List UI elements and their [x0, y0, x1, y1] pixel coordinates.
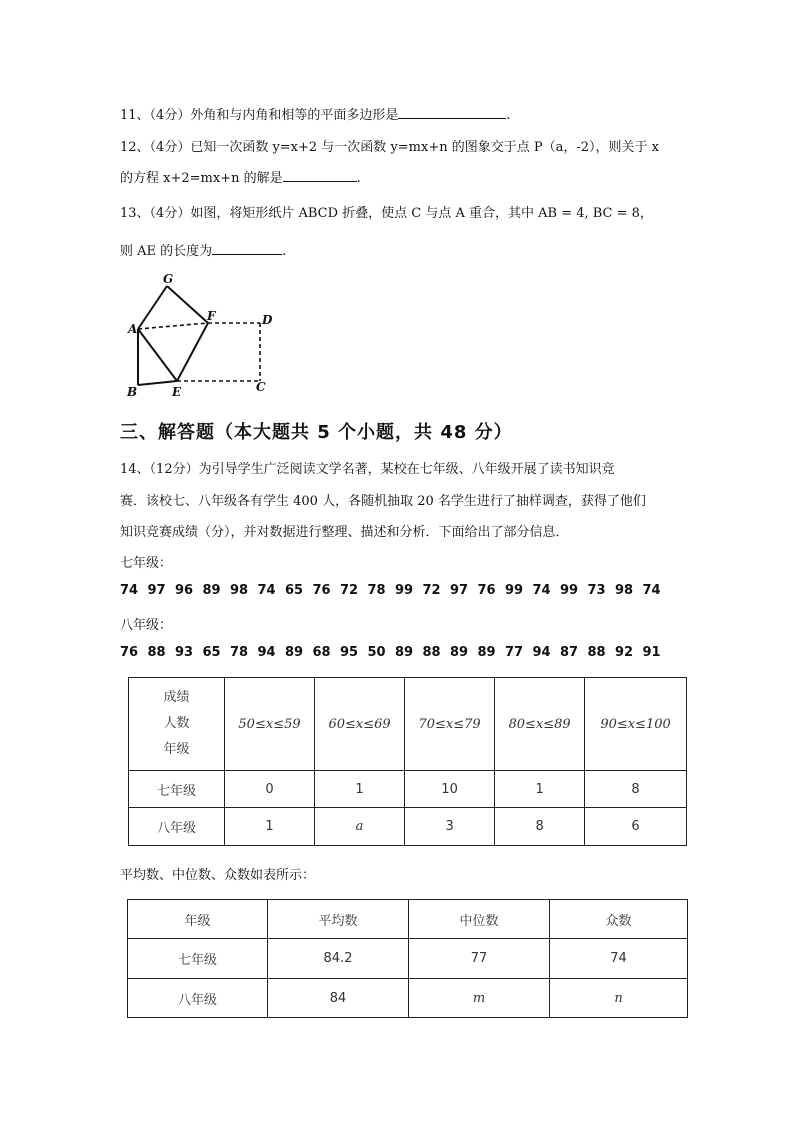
score-value: 99 — [395, 583, 414, 598]
question-12-line-2: 的方程 x+2=mx+n 的解是 . — [120, 171, 361, 186]
score-value: 92 — [615, 645, 634, 660]
question-14-line-1: 14、（12分）为引导学生广泛阅读文学名著，某校在七年级、八年级开展了读书知识竞 — [120, 462, 615, 477]
score-value: 65 — [202, 645, 221, 660]
range-header: 90≤x≤100 — [585, 678, 687, 771]
segment-fe — [177, 323, 208, 381]
statistics-table — [127, 899, 688, 1018]
table-row: 八年级 1 a 3 8 6 — [129, 808, 687, 846]
score-value: 89 — [285, 645, 304, 660]
score-value: 78 — [230, 645, 249, 660]
score-value: 99 — [560, 583, 579, 598]
score-value: 65 — [285, 583, 304, 598]
score-value: 96 — [175, 583, 194, 598]
score-value: 50 — [367, 645, 386, 660]
table-row: 七年级 84.2 77 74 — [128, 939, 688, 979]
score-value: 78 — [367, 583, 386, 598]
score-value: 74 — [120, 583, 139, 598]
score-value: 73 — [587, 583, 606, 598]
section-3-heading: 三、解答题（本大题共 5 个小题，共 48 分） — [120, 422, 513, 443]
score-value: 72 — [422, 583, 441, 598]
score-distribution-table — [128, 677, 687, 846]
grade-7-label: 七年级： — [120, 556, 173, 571]
label-e: E — [172, 385, 182, 399]
question-14-line-3: 知识竞赛成绩（分），并对数据进行整理、描述和分析．下面给出了部分信息． — [120, 525, 569, 540]
score-value: 89 — [395, 645, 414, 660]
score-value: 89 — [477, 645, 496, 660]
score-value: 88 — [147, 645, 166, 660]
corner-header: 成绩 人数 年级 — [129, 678, 225, 771]
score-value: 72 — [340, 583, 359, 598]
segment-ae — [138, 329, 177, 381]
score-value: 88 — [422, 645, 441, 660]
score-value: 93 — [175, 645, 194, 660]
table-row: 八年级 84 m n — [128, 979, 688, 1018]
fold-rectangle-figure — [120, 270, 280, 405]
score-value: 99 — [505, 583, 524, 598]
question-13-line-2: 则 AE 的长度为 . — [120, 244, 287, 259]
label-d: D — [262, 313, 273, 327]
score-value: 91 — [642, 645, 661, 660]
score-value: 74 — [642, 583, 661, 598]
label-f: F — [207, 309, 216, 323]
label-b: B — [127, 385, 138, 399]
range-header: 50≤x≤59 — [225, 678, 315, 771]
segment-af-dashed — [138, 323, 208, 329]
score-value: 74 — [257, 583, 276, 598]
score-value: 94 — [532, 645, 551, 660]
grade-7-scores — [120, 583, 670, 598]
score-value: 77 — [505, 645, 524, 660]
score-value: 76 — [312, 583, 331, 598]
range-header: 70≤x≤79 — [405, 678, 495, 771]
label-g: G — [163, 272, 174, 286]
label-c: C — [256, 380, 266, 394]
question-12-line-1: 12、（4分）已知一次函数 y=x+2 与一次函数 y=mx+n 的图象交于点 P（a，-2），则关于 x — [120, 140, 659, 155]
label-a: A — [128, 322, 138, 336]
score-value: 98 — [230, 583, 249, 598]
table-header-row: 年级 平均数 中位数 众数 — [128, 900, 688, 939]
table-row: 七年级 0 1 10 1 8 — [129, 771, 687, 808]
grade-8-label: 八年级： — [120, 618, 173, 633]
score-value: 76 — [477, 583, 496, 598]
question-13-line-1: 13、（4分）如图，将矩形纸片 ABCD 折叠，使点 C 与点 A 重合，其中 AB = 4, BC = 8， — [120, 206, 653, 221]
question-14-line-2: 赛．该校七、八年级各有学生 400 人，各随机抽取 20 名学生进行了抽样调查，获得了他们 — [120, 494, 646, 509]
score-value: 97 — [450, 583, 469, 598]
answer-blank-12 — [283, 169, 357, 182]
score-value: 97 — [147, 583, 166, 598]
range-header: 60≤x≤69 — [315, 678, 405, 771]
grade-8-scores — [120, 645, 670, 660]
score-value: 88 — [587, 645, 606, 660]
range-header: 80≤x≤89 — [495, 678, 585, 771]
score-value: 95 — [340, 645, 359, 660]
score-value: 87 — [560, 645, 579, 660]
segment-gf — [167, 286, 208, 323]
answer-blank-11 — [398, 106, 506, 119]
answer-blank-13 — [212, 242, 282, 255]
score-value: 89 — [202, 583, 221, 598]
score-value: 68 — [312, 645, 331, 660]
score-value: 74 — [532, 583, 551, 598]
segment-ag — [138, 286, 167, 329]
score-value: 98 — [615, 583, 634, 598]
score-value: 89 — [450, 645, 469, 660]
question-11: 11、（4分）外角和与内角和相等的平面多边形是 . — [120, 108, 511, 123]
stats-caption: 平均数、中位数、众数如表所示： — [120, 868, 316, 883]
score-value: 76 — [120, 645, 139, 660]
score-value: 94 — [257, 645, 276, 660]
